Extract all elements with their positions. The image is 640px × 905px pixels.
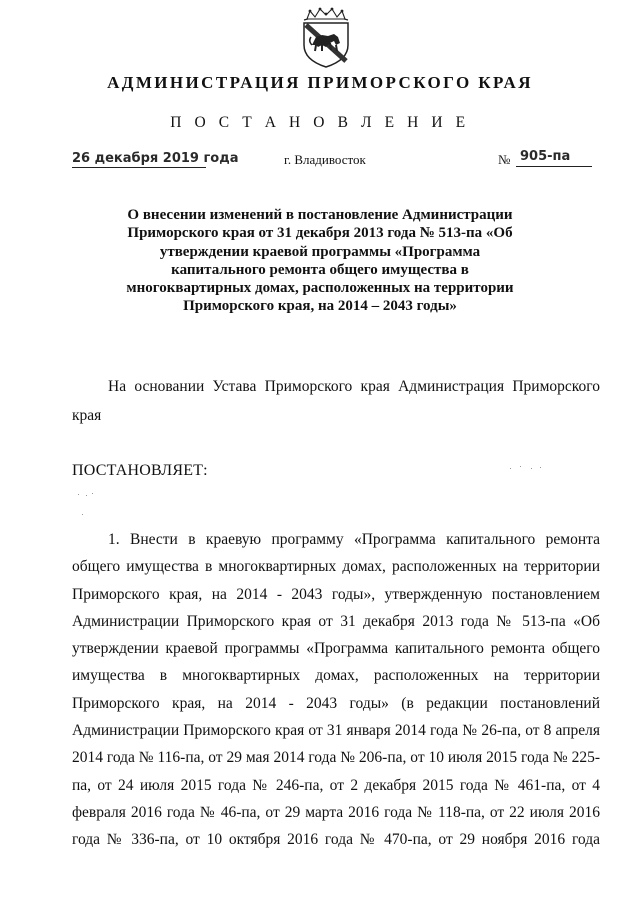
document-city: г. Владивосток [284,152,366,167]
resolves-heading: ПОСТАНОВЛЯЕТ: [72,462,208,479]
organization-name: АДМИНИСТРАЦИЯ ПРИМОРСКОГО КРАЯ [107,73,533,92]
document-number: 905-па [516,148,592,167]
document-title: О внесении изменений в постановление Администрации Приморского края от 31 декабря 2013 года № 513-па «Об утверждении краевой программы «Программа капитального ремонта общего имущества в многоквартирных домах, расположенных на территории Приморского края, на 2014 – 2043 годы» [126,207,514,315]
paragraph-1: 1. Внести в краевую программу «Программа капитального ремонта общего имущества в многоквартирных домах, расположенных на территории Приморского края, на 2014 - 2043 годы», утвержденную постановлением Администрации Приморского края от 31 декабря 2013 года № 513-па «Об утверждении краевой программы «Программа капитального ремонта общего имущества в многоквартирных домах, расположенных на территории Приморского края, на 2014 - 2043 годы» (в редакции постановлений Администрации Приморского края от 31 января 2014 года № 26-па, от 8 апреля 2014 года № 116-па, от 29 мая 2014 года № 206-па, от 10 июля 2015 года № 225-па, от 24 июля 2015 года № 246-па, от 2 декабря 2015 года № 461-па, от 4 февраля 2016 года № 46-па, от 29 марта 2016 года № 118-па, от 22 июля 2016 года № 336-па, от 10 октября 2016 года № 470-па, от 29 ноября 2016 года [72,531,600,849]
basis-paragraph: На основании Устава Приморского края Администрация Приморского края [72,378,600,424]
document-type-heading: П О С Т А Н О В Л Е Н И Е [170,114,470,131]
number-sign: № [498,152,511,167]
document-date: 26 декабря 2019 года [72,151,239,166]
coat-of-arms-emblem [298,5,354,69]
